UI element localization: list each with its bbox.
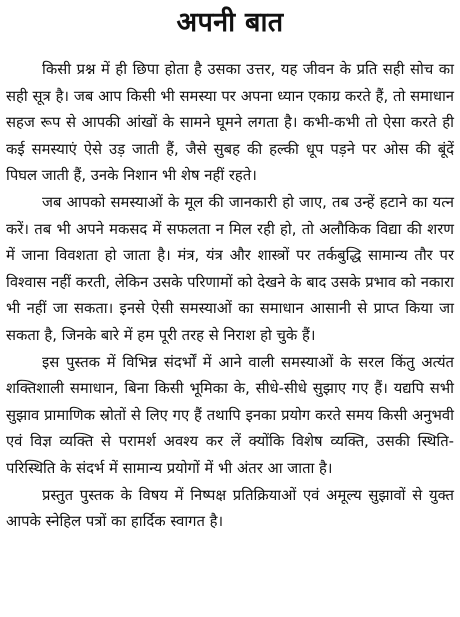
- paragraph-1: किसी प्रश्न में ही छिपा होता है उसका उत्तर, यह जीवन के प्रति सही सोच का सही सूत्र है। जब आप किसी भी समस्या पर अपना ध्यान एकाग्र करते हैं, तो समाधान सहज रूप से आपकी आंखों के सामने घूमने लगता है। कभी-कभी तो ऐसा करते ही कई समस्याएं ऐसे उड़ जाती हैं, जैसे सुबह की हल्की धूप पड़ने पर ओस की बूंदें पिघल जाती हैं, उनके निशान भी शेष नहीं रहते।: [6, 61, 454, 185]
- paragraph-2: जब आपको समस्याओं के मूल की जानकारी हो जाए, तब उन्हें हटाने का यत्न करें। तब भी अपने मकसद में सफलता न मिल रही हो, तो अलौकिक विद्या की शरण में जाना विवशता हो जाता है। मंत्र, यंत्र और शास्त्रों पर तर्कबुद्धि सामान्य तौर पर विश्वास नहीं करती, लेकिन उसके परिणामों को देखने के बाद उसके प्रभाव को नकारा भी नहीं जा सकता। इनसे ऐसी समस्याओं का समाधान आसानी से प्राप्त किया जा सकता है, जिनके बारे में हम पूरी तरह से निराश हो चुके हैं।: [6, 193, 454, 344]
- page-title: अपनी बात: [176, 7, 284, 38]
- paragraph-4: प्रस्तुत पुस्तक के विषय में निष्पक्ष प्रतिक्रियाओं एवं अमूल्य सुझावों से युक्त आपके स्नेहिल पत्रों का हार्दिक स्वागत है।: [6, 486, 454, 531]
- paragraph-3: इस पुस्तक में विभिन्न संदर्भों में आने वाली समस्याओं के सरल किंतु अत्यंत शक्तिशाली समाधान, बिना किसी भूमिका के, सीधे-सीधे सुझाए गए हैं। यद्यपि सभी सुझाव प्रामाणिक स्रोतों से लिए गए हैं तथापि इनका प्रयोग करते समय किसी अनुभवी एवं विज्ञ व्यक्ति से परामर्श अवश्य कर लें क्योंकि विशेष व्यक्ति, उसकी स्थिति-परिस्थिति के संदर्भ में सामान्य प्रयोगों में भी अंतर आ जाता है।: [6, 353, 454, 477]
